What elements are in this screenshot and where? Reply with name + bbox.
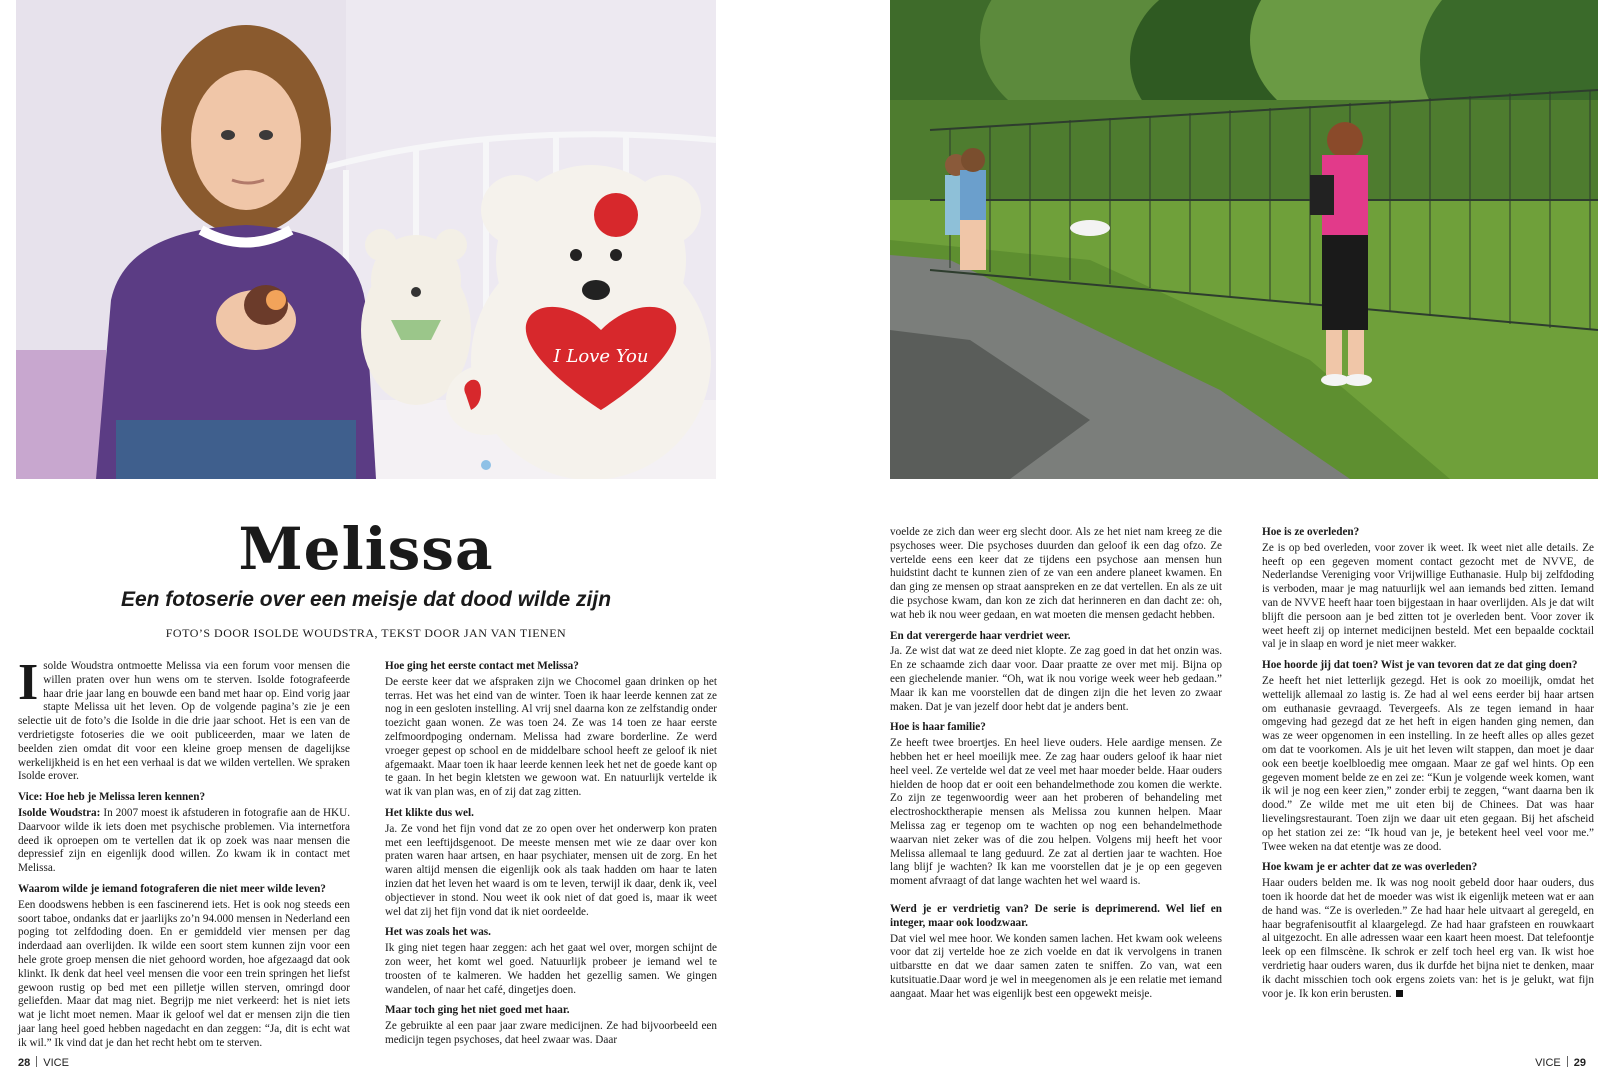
text-column-1 [18,654,350,1053]
article-subtitle: Een fotoserie over een meisje dat dood wilde zijn [120,588,612,611]
photo-girls-at-park-fence-image [890,0,1598,479]
answer: De eerste keer dat we afspraken zijn we Chocomel gaan drinken op het terras. Het was het eind van de winter. Toen ik haar leerde kennen zat ze nog in een gesloten instelling. Al vrij snel daarna kon ze zelfstandig onder toezicht gaan wonen. Ze was toen 24. Ze was 14 toen ze haar eerste zelfmoordpoging ondernam. Melissa had zware borderline. Ze werd vroeger gepest op school en de middelbare school heeft ze geloof ik niet afgemaakt. Maar toen ik haar leerde kennen leek het net de goede kant op te gaan. In het begin kletsten we gewoon wat. En natuurlijk vertelde ik wat ik van plan was, en of zij dat zag zitten. [385,675,717,799]
text-column-4 [1262,526,1594,1003]
question: Hoe is ze overleden? [1262,526,1360,538]
heart-text: I Love You [553,346,649,367]
text-column-3 [890,526,1222,1004]
question: Maar toch ging het niet goed met haar. [385,1004,570,1017]
answer: Ja. Ze vond het fijn vond dat ze zo open over het onderwerp kon praten met een leeftijdsgenoot. De meeste mensen met wie ze daar over kon praten waren haar artsen, en haar psychiater, mensen uit de zorg. En het waren altijd mensen die eigenlijk ook als taak hadden om haar te laten inzien dat het leven het waard is om te leven, terwijl ik daar, denk ik, veel objectiever in stond. Nou weet ik ook niet of dat goed is, maar ik weet wel dat zij het fijn vond dat ik niet oordeelde. [385,822,717,918]
dropcap: I [18,654,39,711]
answer: Ja. Ze wist dat wat ze deed niet klopte. Ze zag goed in dat het onzin was. En ze schaamde zich daar voor. Daar praatte ze over met mij. Bijna op een giechelende manier. “Oh, wat ik nou vorige week weer heb gedaan.” Maar ik kan me voorstellen dat de dingen zijn die het leven zo zwaar maken. Dat je van jezelf door hebt dat je anders bent. [890,645,1222,713]
answer: Ze heeft het niet letterlijk gezegd. Het is ook zo moeilijk, omdat het wettelijk allemaal zo lastig is. Ze had al wel eens eerder bij haar artsen om euthanasie gevraagd. Tevergeefs. Als ze tegen iemand in haar omgeving had gezegd dat ze het heft in eigen handen ging nemen, dan was ze weer opgenomen in een instelling. In ze heeft alles op alles gezet om dat te voorkomen. Als je uit het leven wilt stappen, dan moet je daar ook een beetje koelbloedig mee omgaan. Maar ze gaf wel hints. Op een gegeven moment belde ze en zei ze: “Kun je volgende week komen, want ik wil je nog een keer zien,” zonder erbij te zeggen, “want daarna ben ik dood.” Ze wilde met me uit eten bij de Chinees. Dat was haar lievelingsrestaurant. Toen zijn we daar uit eten gegaan. Bij het afscheid op het station zei ze: “Ik houd van je, je betekent heel veel voor me.” Twee weken na dat etentje was ze dood. [1262,674,1594,853]
text-column-2 [385,660,717,1050]
question: Hoe hoorde jij dat toen? Wist je van tevoren dat ze dat ging doen? [1262,659,1578,672]
magazine-name-left: VICE [43,1057,69,1069]
question: Hoe kwam je er achter dat ze was overleden? [1262,861,1478,874]
photo-woman-with-teddy-bears [16,0,716,479]
answer: Een doodswens hebben is een fascinerend iets. Het is ook nog steeds een soort taboe, ondanks dat er jaarlijks zo’n 94.000 mensen in Nederland een poging tot zelfdoding doen. En er gemiddeld vier mensen per dag inderdaad aan overlijden. Ik wilde een soort stem kunnen zijn voor een hele grote groep mensen die niet gehoord worden, hoe afgezaagd dat ook klinkt. Ik denk dat heel veel mensen die voor een trein springen het liefst gewoon rustig op bed met een pilletje willen sterven, omringd door geliefden. Maar dat mag niet. Begrijp me niet verkeerd: het is niet iets wat je licht moet nemen. Maar ik geloof wel dat er mensen zijn die tien jaar lang heel goed hebben nagedacht en dan zeggen: “Ja, dit is echt wat ik wil.” Ik vind dat je dan het recht hebt om te sterven. [18,898,350,1049]
question: Hoe is haar familie? [890,721,986,734]
answer: Isolde Woudstra: In 2007 moest ik afstuderen in fotografie aan de HKU. Daarvoor wilde ik iets doen met psychische problemen. Via internetfora deed ik oproepen om te vertellen dat ik op zoek was naar mensen die depressief zijn en eigenlijk dood willen. Zo kwam ik in contact met Melissa. [18,806,350,875]
answer: Haar ouders belden me. Ik was nog nooit gebeld door haar ouders, dus toen ik hoorde dat het de moeder was wist ik eigenlijk meteen wat er aan de hand was. “Ze is overleden.” Ze had haar hele uitvaart al geregeld, en haar begrafenisoutfit al klaargelegd. Ze had haar grafsteen en rouwkaart al uitgezocht. En alle adressen waar een kaart heen moest. Dat telefoontje leek op een filmscène. Ik schrok er zelf toch heel erg van. Ik wist hoe verdrietig haar ouders waren, dus ik durfde het bijna niet te denken, maar ik dacht misschien toch ook ergens zoiets van: het is je gelukt, wat fijn voor je. Ik kon erin berusten. [1262,877,1594,1000]
question: Het was zoals het was. [385,926,491,939]
answer: Ze heeft twee broertjes. En heel lieve ouders. Hele aardige mensen. Ze hebben het er heel moeilijk mee. Ze zag haar ouders geloof ik haar niet heel veel. Ze vertelde wel dat ze veel met haar moeder belde. Haar ouders hielden de hoop dat er ooit een behandelmethode zou komen die werkte. Zo zijn ze tegenwoordig weer aan het proberen of behandeling met electroshocktherapie mensen als Melissa zou kunnen helpen. Maar Melissa zag er tegenop om te wachten op nog een behandelmethode waarvan niet zeker was of die zou helpen. Volgens mij heeft het voor Melissa allemaal te lang geduurd. Ze zat al dertien jaar te wachten. Hoe lang blijf je wachten? Ik kan me voorstellen dat je je op een gegeven moment afvraagt of dat lange wachten het wel waard is. [890,737,1222,888]
question: Werd je er verdrietig van? De serie is deprimerend. Wel lief en integer, maar ook loodzwaar. [890,902,1222,929]
photo-girls-at-park-fence [890,0,1598,479]
page-number-left: 28 [18,1057,31,1069]
folio-right [1535,1056,1586,1069]
page-number-right: 29 [1573,1057,1586,1069]
magazine-name-right: VICE [1535,1057,1561,1069]
intro-paragraph: Isolde Woudstra ontmoette Melissa via een forum voor mensen die willen praten over hun wens om te sterven. Isolde fotografeerde haar drie jaar lang en bouwde een band met haar op. Eind vorig jaar stapte Melissa uit het leven. Op de volgende pagina’s zie je een selectie uit de foto’s die Isolde in die drie jaar schoot. Het is een van de verdrietigste fotoseries die we ooit publiceerden, maar we laten de beelden zien omdat dit voor een kleine groep mensen de dagelijkse werkelijkheid is en het een verhaal is dat we wilden vertellen. We spraken Isolde erover. [18,654,350,783]
question: En dat verergerde haar verdriet weer. [890,629,1071,642]
answer: Ik ging niet tegen haar zeggen: ach het gaat wel over, morgen schijnt de zon weer, het komt wel goed. Natuurlijk probeer je iemand wel te troosten of te kalmeren. We hadden het gezellig samen. We gingen wandelen, of naar het café, dingetjes doen. [385,942,717,996]
article-title: Melissa [238,515,494,583]
answer: Ze gebruikte al een paar jaar zware medicijnen. Ze had bijvoorbeeld een medicijn tegen psychoses, dat heel zwaar was. Daar [385,1020,717,1046]
answer-continued: voelde ze zich dan weer erg slecht door. Als ze het niet nam kreeg ze die psychoses weer. Die psychoses duurden dan geloof ik een dag ofzo. Ze vertelde eens een keer dat ze tijdens een psychose aan mensen hun huidstint dacht te kunnen zien of ze van een andere planeet kwamen. En dan ging ze mensen op straat aanspreken en ze dat vertellen. En als ze uit die psychose kwam, dan kon ze zich dat herinneren en dan dacht ze: oh, wat heb ik nou weer gedaan, en wat moeten die mensen gedacht hebben. [890,526,1222,621]
question: Vice: Hoe heb je Melissa leren kennen? [18,791,206,804]
question: Het klikte dus wel. [385,806,474,819]
photo-woman-with-teddy-bears-image [16,0,716,479]
article-byline: FOTO’S DOOR ISOLDE WOUDSTRA, TEKST DOOR JAN VAN TIENEN [165,626,567,640]
answer: Dat viel wel mee hoor. We konden samen lachen. Het kwam ook weleens voor dat zij vertelde hoe ze zich voelde en dat ik vervolgens in tranen uitbarstte en dat we daar samen zaten te sniffen. Zo van, wat een kutsituatie.Daar word je wel in meegenomen als je een relatie met iemand aangaat. Maar het was eigenlijk best een opgewekt meisje. [890,932,1222,1000]
end-mark [1396,990,1403,997]
answer: Ze is op bed overleden, voor zover ik weet. Ik weet niet alle details. Ze heeft op een gegeven moment contact gezocht met de NVVE, de Nederlandse Vereniging voor Vrijwillige Euthanasie. Hulp bij zelfdoding is verboden, maar je mag natuurlijk wel aan iemands bed zitten. Iemand van de NVVE heeft haar toen bijgestaan in haar overlijden. Als je dat wilt blijft die persoon aan je bed zitten tot je overleden bent. Voor zover ik weet heeft zij op internet medicijnen besteld. Met een bepaalde cocktail val je in slaap en word je niet meer wakker. [1262,541,1594,651]
question: Waarom wilde je iemand fotograferen die niet meer wilde leven? [18,882,326,895]
folio-left [18,1056,69,1069]
question: Hoe ging het eerste contact met Melissa? [385,660,579,672]
